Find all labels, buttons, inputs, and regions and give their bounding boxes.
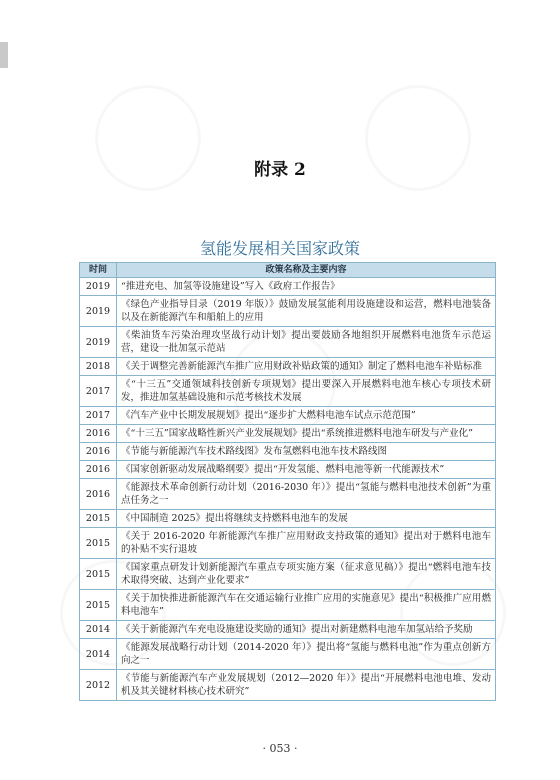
policy-year: 2016 [80,479,117,510]
policy-content: “推进充电、加氢等设施建设”写入《政府工作报告》 [117,278,496,296]
policy-year: 2016 [80,461,117,479]
policy-year: 2017 [80,376,117,407]
policy-content: 《关于 2016-2020 年新能源汽车推广应用财政支持政策的通知》提出对于燃料电池车的补贴不实行退坡 [117,528,496,559]
policy-year: 2014 [80,639,117,670]
table-row [80,590,496,621]
policy-content: 《“十三五”国家战略性新兴产业发展规划》提出“系统推进燃料电池车研发与产业化” [117,425,496,443]
table-row [80,621,496,639]
table-row [80,358,496,376]
policy-year: 2015 [80,510,117,528]
table-row [80,327,496,358]
policy-year: 2018 [80,358,117,376]
table-header-row [80,263,496,278]
policy-year: 2016 [80,443,117,461]
policy-year: 2019 [80,278,117,296]
policy-content: 《关于加快推进新能源汽车在交通运输行业推广应用的实施意见》提出“积极推广应用燃料电池车” [117,590,496,621]
column-header-content: 政策名称及主要内容 [117,263,496,278]
policy-content: 《关于调整完善新能源汽车推广应用财政补贴政策的通知》制定了燃料电池车补贴标准 [117,358,496,376]
policy-year: 2014 [80,621,117,639]
policy-content: 《汽车产业中长期发展规划》提出“逐步扩大燃料电池车试点示范范围” [117,407,496,425]
policy-year: 2019 [80,327,117,358]
table-row [80,443,496,461]
policy-year: 2015 [80,528,117,559]
policy-content: 《柴油货车污染治理攻坚战行动计划》提出要鼓励各地组织开展燃料电池货车示范运营，建设一批加氢示范站 [117,327,496,358]
table-row [80,376,496,407]
policy-year: 2017 [80,407,117,425]
policy-content: 《国家创新驱动发展战略纲要》提出“开发氢能、燃料电池等新一代能源技术” [117,461,496,479]
page-edge-tab [0,42,8,68]
policy-content: 《中国制造 2025》提出将继续支持燃料电池车的发展 [117,510,496,528]
policy-content: 《节能与新能源汽车技术路线图》发布氢燃料电池车技术路线图 [117,443,496,461]
policy-content: 《节能与新能源汽车产业发展规划（2012—2020 年）》提出“开展燃料电池电堆、发动机及其关键材料核心技术研究” [117,670,496,701]
table-row [80,528,496,559]
table-row [80,407,496,425]
table-row [80,639,496,670]
policy-content: 《能源发展战略行动计划（2014-2020 年）》提出将“氢能与燃料电池”作为重点创新方向之一 [117,639,496,670]
table-row [80,278,496,296]
table-row [80,510,496,528]
policy-year: 2015 [80,559,117,590]
policy-content: 《关于新能源汽车充电设施建设奖励的通知》提出对新建燃料电池车加氢站给予奖励 [117,621,496,639]
policy-table [79,262,496,701]
table-row [80,670,496,701]
table-row [80,461,496,479]
table-row [80,559,496,590]
column-header-year: 时间 [80,263,117,278]
table-row [80,425,496,443]
page-number: · 053 · [262,742,298,755]
table-body [80,278,496,701]
policy-content: 《绿色产业指导目录（2019 年版）》鼓励发展氢能利用设施建设和运营，燃料电池装备以及在新能源汽车和船舶上的应用 [117,296,496,327]
table-row [80,296,496,327]
policy-year: 2015 [80,590,117,621]
policy-year: 2012 [80,670,117,701]
section-title: 氢能发展相关国家政策 [199,239,360,258]
appendix-title: 附录 2 [254,160,306,180]
table-row [80,479,496,510]
policy-year: 2019 [80,296,117,327]
policy-year: 2016 [80,425,117,443]
policy-content: 《能源技术革命创新行动计划（2016-2030 年）》提出“氢能与燃料电池技术创新”为重点任务之一 [117,479,496,510]
policy-content: 《“十三五”交通领域科技创新专项规划》提出要深入开展燃料电池车核心专项技术研发，推进加氢基础设施和示范考核技术发展 [117,376,496,407]
policy-content: 《国家重点研发计划新能源汽车重点专项实施方案（征求意见稿）》提出“燃料电池车技术取得突破、达到产业化要求” [117,559,496,590]
